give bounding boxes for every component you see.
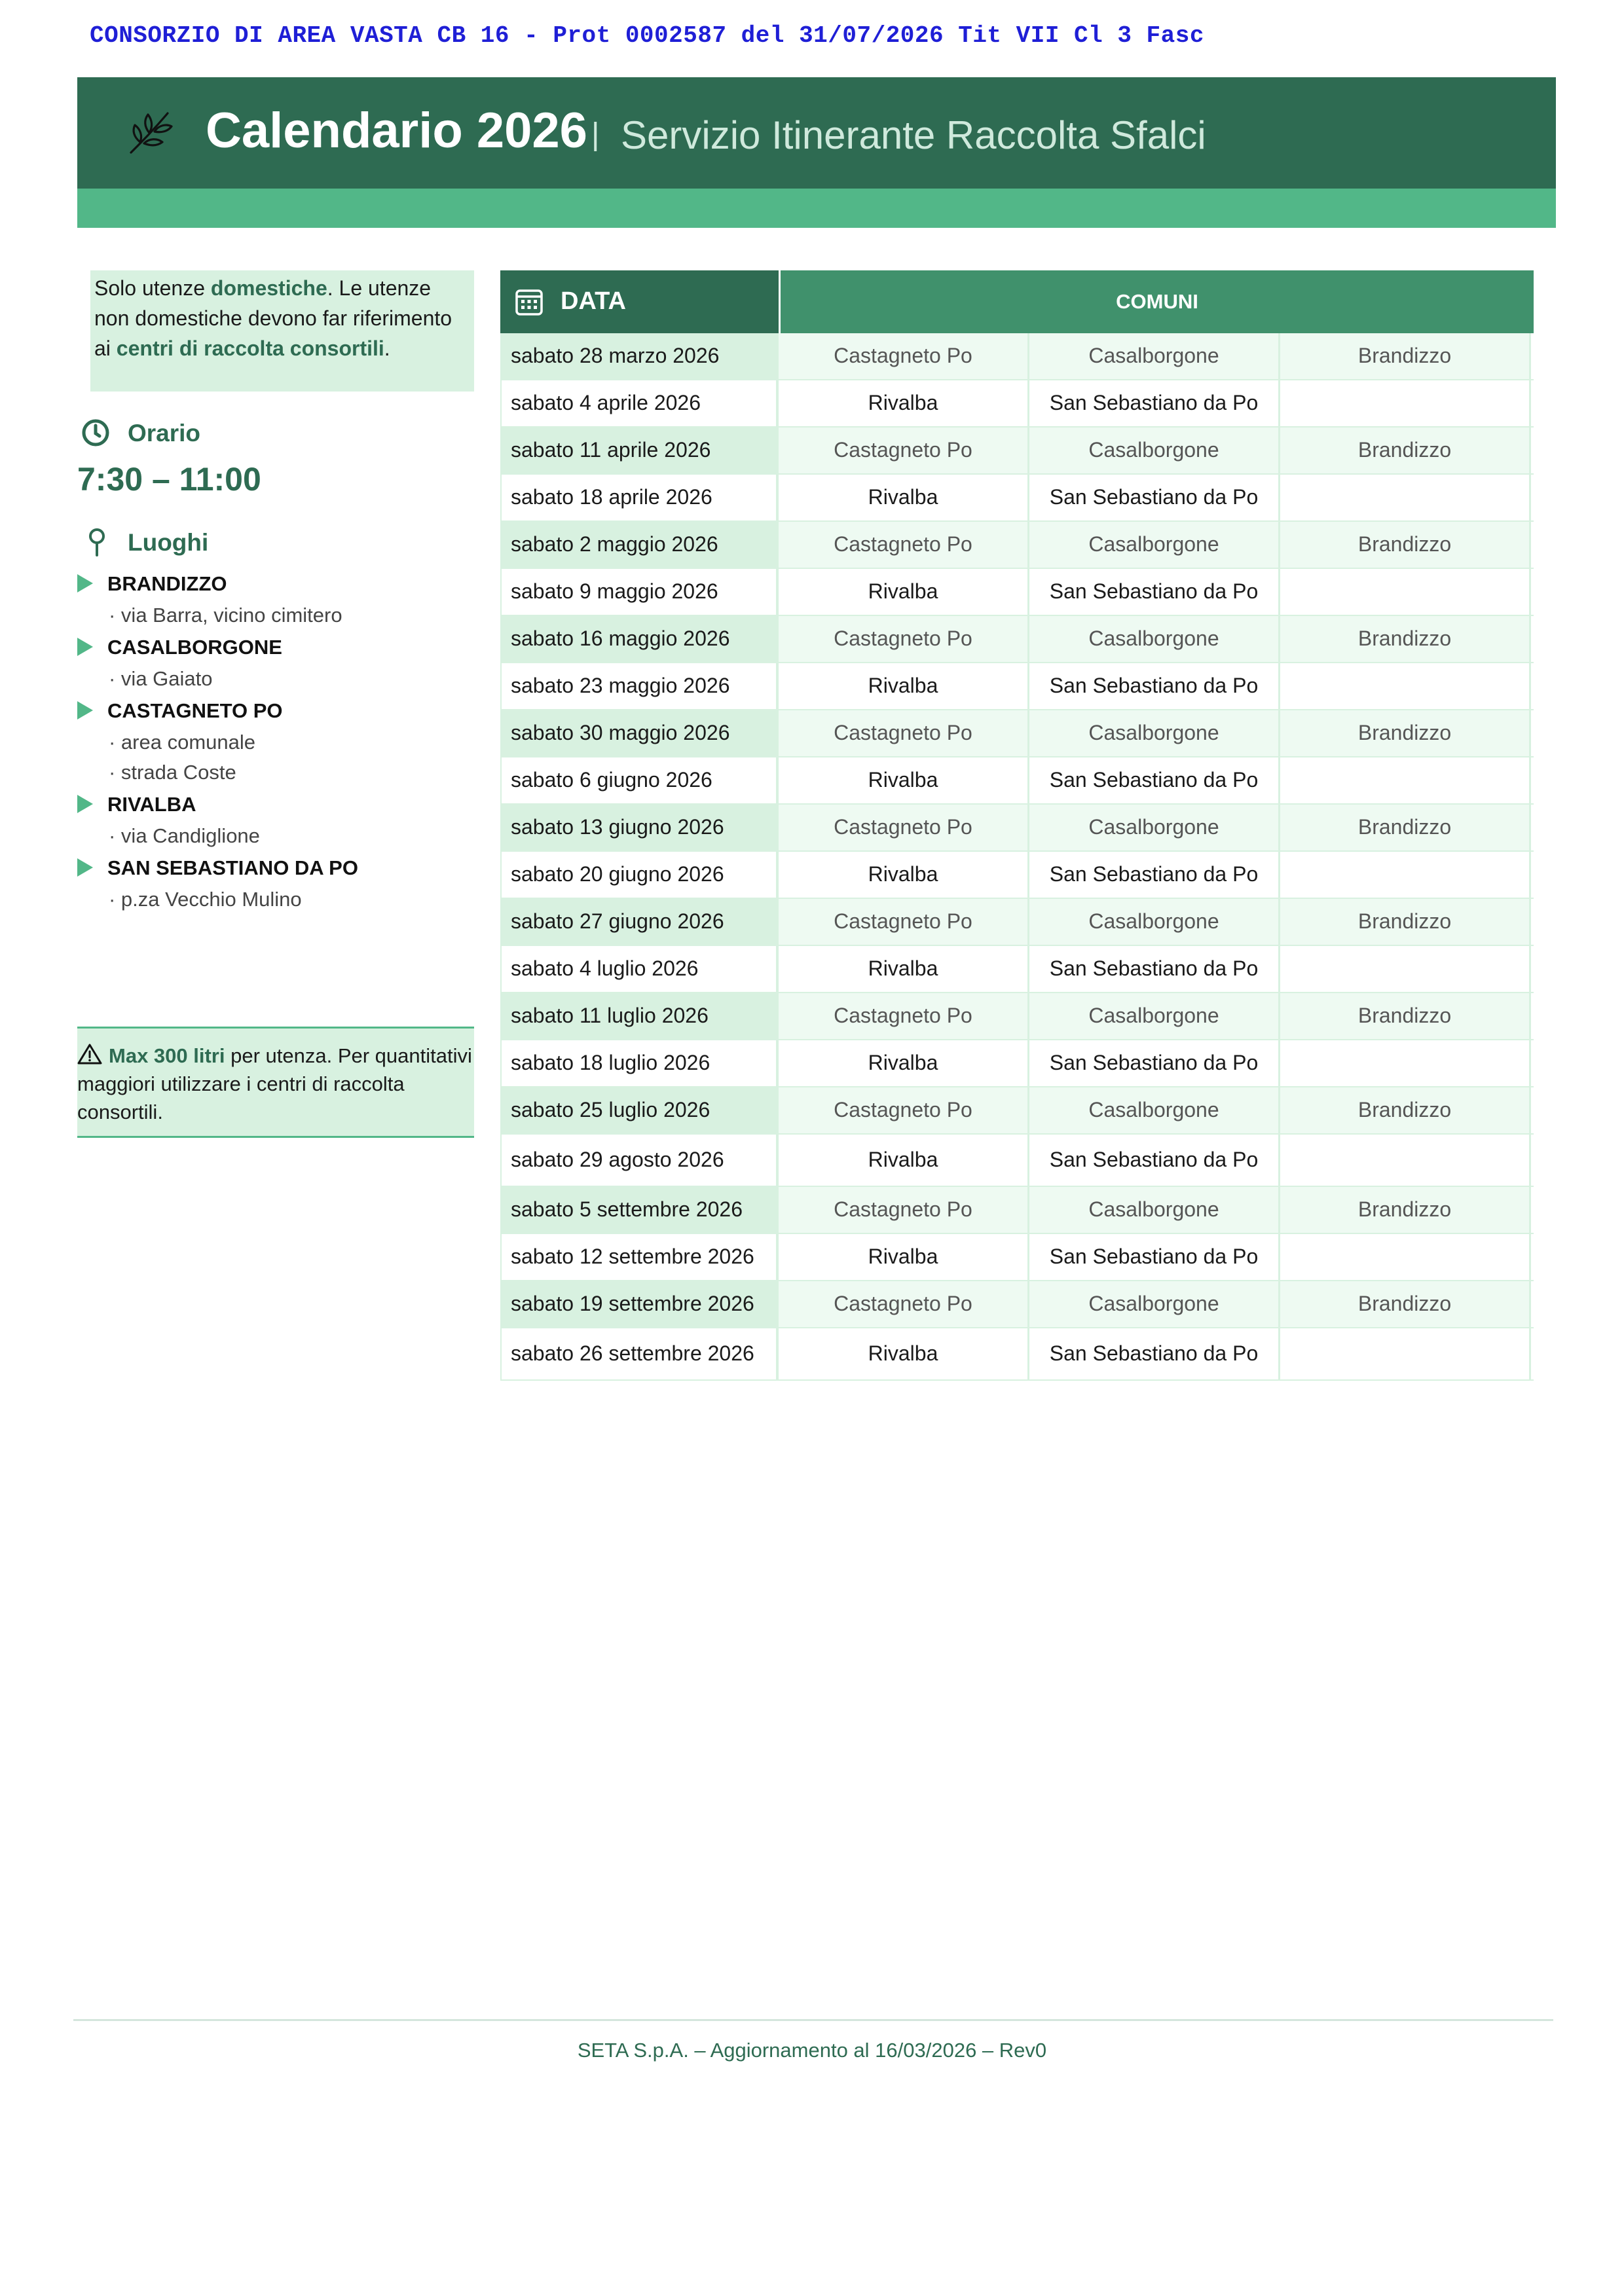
cell-comune [1280, 946, 1531, 992]
place-brandizzo: BRANDIZZO [107, 572, 227, 595]
table-row [500, 1040, 1534, 1087]
footer-text: SETA S.p.A. – Aggiornamento al 16/03/2026 – Rev0 [577, 2039, 1047, 2062]
note-text-1: Solo utenze [94, 276, 211, 300]
cell-comune: San Sebastiano da Po [1029, 475, 1280, 520]
cell-comune: Rivalba [779, 946, 1029, 992]
bullet-arrow-icon [77, 701, 93, 720]
table-row [500, 852, 1534, 899]
cell-comune: Castagneto Po [779, 710, 1029, 756]
bullet-arrow-icon [77, 638, 93, 656]
place-rivalba: RIVALBA [107, 793, 196, 816]
note-text-3: . [384, 337, 390, 360]
cell-comune: Rivalba [779, 1328, 1029, 1379]
table-body [500, 333, 1534, 1381]
page-subtitle: Servizio Itinerante Raccolta Sfalci [621, 113, 1206, 157]
table-row [500, 1328, 1534, 1381]
cell-comune: Brandizzo [1280, 1087, 1531, 1133]
cell-comune: Rivalba [779, 852, 1029, 898]
cell-comune: Brandizzo [1280, 616, 1531, 662]
schedule-table [500, 270, 1534, 1381]
domestic-note [90, 270, 474, 392]
cell-comune: Casalborgone [1029, 805, 1280, 850]
bullet-arrow-icon [77, 795, 93, 813]
table-row [500, 1281, 1534, 1328]
cell-comune: San Sebastiano da Po [1029, 852, 1280, 898]
table-row [500, 805, 1534, 852]
place-address: · via Gaiato [109, 667, 213, 690]
cell-comune: Brandizzo [1280, 805, 1531, 850]
table-row [500, 475, 1534, 522]
cell-comune: San Sebastiano da Po [1029, 1135, 1280, 1186]
cell-date: sabato 30 maggio 2026 [500, 710, 779, 756]
place-address: · strada Coste [109, 761, 236, 784]
column-header-data [500, 270, 779, 333]
cell-comune: Rivalba [779, 663, 1029, 709]
cell-comune: San Sebastiano da Po [1029, 946, 1280, 992]
place-address: · via Candiglione [109, 824, 260, 847]
cell-date: sabato 2 maggio 2026 [500, 522, 779, 568]
table-row [500, 616, 1534, 663]
cell-comune: San Sebastiano da Po [1029, 569, 1280, 615]
cell-date: sabato 20 giugno 2026 [500, 852, 779, 898]
table-row [500, 428, 1534, 475]
cell-comune: Rivalba [779, 757, 1029, 803]
cell-comune: Brandizzo [1280, 899, 1531, 945]
cell-date: sabato 12 settembre 2026 [500, 1234, 779, 1280]
table-row [500, 663, 1534, 710]
cell-comune: Castagneto Po [779, 428, 1029, 473]
cell-comune: Brandizzo [1280, 710, 1531, 756]
table-row [500, 757, 1534, 805]
place-address: · area comunale [109, 731, 256, 754]
cell-date: sabato 23 maggio 2026 [500, 663, 779, 709]
cell-comune: Rivalba [779, 1135, 1029, 1186]
cell-comune [1280, 663, 1531, 709]
cell-comune: Brandizzo [1280, 428, 1531, 473]
place-casalborgone: CASALBORGONE [107, 636, 282, 659]
cell-comune: Brandizzo [1280, 993, 1531, 1039]
cell-comune: Casalborgone [1029, 993, 1280, 1039]
cell-comune: Casalborgone [1029, 522, 1280, 568]
cell-date: sabato 27 giugno 2026 [500, 899, 779, 945]
table-row [500, 710, 1534, 757]
cell-comune: Casalborgone [1029, 616, 1280, 662]
cell-comune [1280, 1234, 1531, 1280]
cell-date: sabato 5 settembre 2026 [500, 1187, 779, 1233]
cell-comune: Casalborgone [1029, 1281, 1280, 1327]
table-row [500, 1135, 1534, 1187]
header-accent-strip [77, 189, 1556, 228]
protocol-stamp: CONSORZIO DI AREA VASTA CB 16 - Prot 0002587 del 31/07/2026 Tit VII Cl 3 Fasc [90, 22, 1204, 49]
cell-date: sabato 6 giugno 2026 [500, 757, 779, 803]
cell-comune: Brandizzo [1280, 333, 1531, 379]
cell-date: sabato 4 aprile 2026 [500, 380, 779, 426]
cell-date: sabato 4 luglio 2026 [500, 946, 779, 992]
bullet-arrow-icon [77, 574, 93, 592]
orario-heading: Orario [128, 420, 201, 446]
cell-comune [1280, 1040, 1531, 1086]
footer-divider [73, 2019, 1553, 2021]
bullet-arrow-icon [77, 858, 93, 877]
clock-icon [81, 418, 111, 448]
cell-date: sabato 28 marzo 2026 [500, 333, 779, 379]
cell-date: sabato 11 aprile 2026 [500, 428, 779, 473]
cell-comune [1280, 475, 1531, 520]
warning-icon [77, 1043, 102, 1065]
cell-comune: Casalborgone [1029, 710, 1280, 756]
note-emphasis-centri: centri di raccolta consortili [116, 337, 384, 360]
table-row [500, 1234, 1534, 1281]
capacity-warning [77, 1027, 474, 1138]
warning-emphasis: Max 300 litri [109, 1044, 225, 1067]
cell-date: sabato 18 luglio 2026 [500, 1040, 779, 1086]
cell-comune: Rivalba [779, 475, 1029, 520]
title-separator: | [591, 117, 600, 152]
cell-comune: Castagneto Po [779, 993, 1029, 1039]
cell-comune: San Sebastiano da Po [1029, 1040, 1280, 1086]
place-address: · p.za Vecchio Mulino [109, 888, 302, 911]
cell-comune [1280, 569, 1531, 615]
cell-comune: Castagneto Po [779, 333, 1029, 379]
cell-comune: Brandizzo [1280, 522, 1531, 568]
cell-comune: San Sebastiano da Po [1029, 757, 1280, 803]
table-row [500, 380, 1534, 428]
cell-comune: Brandizzo [1280, 1187, 1531, 1233]
cell-date: sabato 16 maggio 2026 [500, 616, 779, 662]
cell-comune: Castagneto Po [779, 1087, 1029, 1133]
leaf-icon [124, 107, 175, 158]
cell-comune: Castagneto Po [779, 1281, 1029, 1327]
luoghi-heading: Luoghi [128, 529, 209, 556]
cell-date: sabato 11 luglio 2026 [500, 993, 779, 1039]
table-row [500, 1187, 1534, 1234]
cell-comune [1280, 852, 1531, 898]
page-title: Calendario 2026 [206, 103, 587, 158]
cell-comune: Castagneto Po [779, 805, 1029, 850]
note-text-2: . Le utenze non domestiche devono far riferimento ai [94, 276, 452, 360]
cell-comune: Castagneto Po [779, 522, 1029, 568]
place-san-sebastiano-da-po: SAN SEBASTIANO DA PO [107, 856, 358, 879]
cell-comune: Castagneto Po [779, 616, 1029, 662]
cell-date: sabato 9 maggio 2026 [500, 569, 779, 615]
column-header-data-label: DATA [561, 287, 626, 315]
table-row [500, 522, 1534, 569]
cell-date: sabato 29 agosto 2026 [500, 1135, 779, 1186]
cell-comune: Rivalba [779, 569, 1029, 615]
cell-comune [1280, 757, 1531, 803]
orario-hours: 7:30 – 11:00 [77, 461, 261, 498]
cell-comune: Rivalba [779, 1040, 1029, 1086]
cell-comune [1280, 380, 1531, 426]
cell-comune: Brandizzo [1280, 1281, 1531, 1327]
cell-date: sabato 13 giugno 2026 [500, 805, 779, 850]
place-castagneto-po: CASTAGNETO PO [107, 699, 283, 722]
table-row [500, 993, 1534, 1040]
cell-comune: Casalborgone [1029, 1187, 1280, 1233]
calendar-icon [515, 287, 544, 316]
cell-comune: Casalborgone [1029, 333, 1280, 379]
cell-comune: San Sebastiano da Po [1029, 663, 1280, 709]
table-row [500, 1087, 1534, 1135]
map-pin-icon [83, 526, 113, 556]
cell-date: sabato 18 aprile 2026 [500, 475, 779, 520]
table-row [500, 899, 1534, 946]
cell-comune: Casalborgone [1029, 899, 1280, 945]
cell-comune: Castagneto Po [779, 1187, 1029, 1233]
cell-comune: Rivalba [779, 1234, 1029, 1280]
note-emphasis-domestiche: domestiche [210, 276, 327, 300]
table-row [500, 946, 1534, 993]
cell-date: sabato 26 settembre 2026 [500, 1328, 779, 1379]
table-row [500, 569, 1534, 616]
cell-comune: Castagneto Po [779, 899, 1029, 945]
cell-comune: San Sebastiano da Po [1029, 1234, 1280, 1280]
cell-comune [1280, 1328, 1531, 1379]
cell-comune: Rivalba [779, 380, 1029, 426]
cell-comune: Casalborgone [1029, 428, 1280, 473]
cell-comune [1280, 1135, 1531, 1186]
column-header-comuni: COMUNI [781, 270, 1534, 333]
cell-date: sabato 19 settembre 2026 [500, 1281, 779, 1327]
warning-text: per utenza. Per quantitativi maggiori utilizzare i centri di raccolta consortili. [77, 1044, 472, 1123]
cell-date: sabato 25 luglio 2026 [500, 1087, 779, 1133]
table-header [500, 270, 1534, 333]
table-row [500, 333, 1534, 380]
cell-comune: San Sebastiano da Po [1029, 380, 1280, 426]
cell-comune: San Sebastiano da Po [1029, 1328, 1280, 1379]
cell-comune: Casalborgone [1029, 1087, 1280, 1133]
place-address: · via Barra, vicino cimitero [109, 604, 342, 627]
